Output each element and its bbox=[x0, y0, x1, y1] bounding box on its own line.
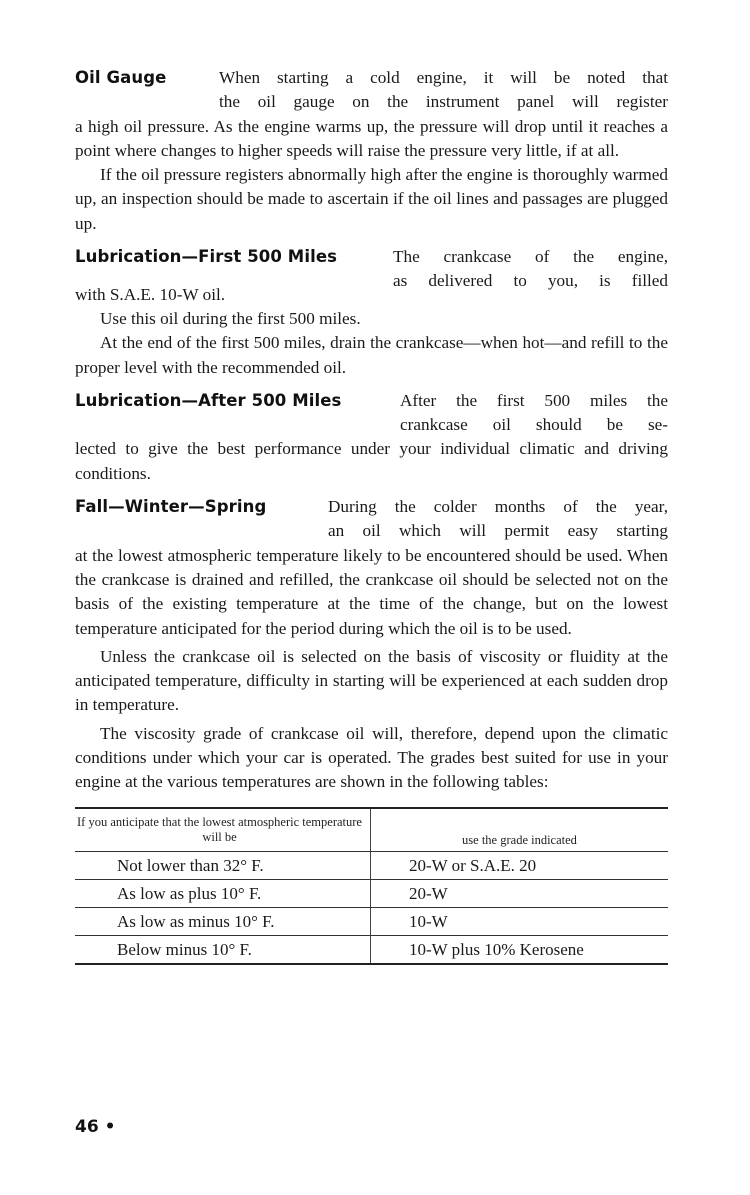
grade-cell: 10-W plus 10% Kerosene bbox=[409, 939, 584, 959]
section-lubrication-first-500 bbox=[75, 245, 668, 380]
temperature-cell: As low as plus 10° F. bbox=[75, 880, 371, 907]
fws-lead-line-2: an oil which will permit easy starting bbox=[328, 521, 668, 541]
oil-grade-table bbox=[75, 807, 668, 965]
table-header-temperature: If you anticipate that the lowest atmospheric temperature will be bbox=[75, 809, 371, 851]
oil-gauge-paragraph-2: If the oil pressure registers abnormally high after the engine is thoroughly warmed up, an inspection should be made to ascertain if the oil lines and passages are plugged up. bbox=[75, 165, 668, 233]
heading-oil-gauge: Oil Gauge bbox=[75, 68, 167, 87]
fws-lead-line-1: During the colder months of the year, bbox=[328, 497, 668, 517]
grade-cell: 20-W bbox=[409, 883, 448, 903]
oil-gauge-paragraph-1: a high oil pressure. As the engine warms up, the pressure will drop until it reaches a point where changes to higher speeds will raise the pressure very little, if at all. bbox=[75, 116, 668, 160]
after-500-paragraph-1: lected to give the best performance under your individual climatic and driving conditions. bbox=[75, 439, 668, 483]
heading-lubrication-after-500: Lubrication—After 500 Miles bbox=[75, 390, 342, 410]
page-folio bbox=[75, 1117, 115, 1137]
temperature-cell: Below minus 10° F. bbox=[75, 936, 371, 963]
after-500-lead-line-1: After the first 500 miles the bbox=[400, 390, 668, 410]
section-lubrication-after-500 bbox=[75, 389, 668, 486]
grade-cell: 20-W or S.A.E. 20 bbox=[409, 855, 537, 875]
fws-paragraph-3: The viscosity grade of crankcase oil will, therefore, depend upon the climatic conditions under which your car is operated. The grades best suited for use in your engine at the various temperatures are shown in the following tables: bbox=[75, 723, 668, 792]
fws-paragraph-2: Unless the crankcase oil is selected on the basis of viscosity or fluidity at the anticipated temperature, difficulty in starting will be experienced at each sudden drop in temperature. bbox=[75, 646, 668, 715]
first-500-paragraph-1: with S.A.E. 10-W oil. bbox=[75, 284, 226, 304]
table-header-grade: use the grade indicated bbox=[462, 832, 577, 847]
oil-gauge-lead-line-1: When starting a cold engine, it will be noted that bbox=[219, 68, 668, 87]
first-500-lead-line-1: The crankcase of the engine, bbox=[393, 247, 668, 267]
table-row bbox=[75, 851, 668, 879]
heading-lubrication-first-500: Lubrication—First 500 Miles bbox=[75, 247, 338, 267]
first-500-paragraph-2: Use this oil during the first 500 miles. bbox=[100, 308, 361, 328]
table-row bbox=[75, 879, 668, 907]
temperature-cell: Not lower than 32° F. bbox=[75, 852, 371, 879]
table-row bbox=[75, 935, 668, 963]
section-oil-gauge bbox=[75, 66, 668, 236]
page-number: 46 bbox=[75, 1117, 99, 1137]
after-500-lead-line-2: crankcase oil should be se- bbox=[400, 415, 668, 435]
table-row bbox=[75, 907, 668, 935]
manual-page bbox=[75, 66, 668, 965]
section-fall-winter-spring bbox=[75, 495, 668, 795]
fws-paragraph-1: at the lowest atmospheric temperature likely to be encountered should be used. When the crankcase is drained and refilled, the crankcase oil should be selected not on the basis of the existing temperature at the time of the change, but on the lowest temperature anticipated for the period during which the oil is to be used. bbox=[75, 545, 668, 638]
bullet-icon: • bbox=[104, 1117, 116, 1137]
oil-gauge-lead-line-2: the oil gauge on the instrument panel will register bbox=[219, 92, 668, 112]
first-500-lead-line-2: as delivered to you, is filled bbox=[393, 271, 668, 291]
temperature-cell: As low as minus 10° F. bbox=[75, 908, 371, 935]
heading-fall-winter-spring: Fall—Winter—Spring bbox=[75, 497, 267, 517]
grade-cell: 10-W bbox=[409, 911, 448, 931]
first-500-paragraph-3: At the end of the first 500 miles, drain the crankcase—when hot—and refill to the proper level with the recommended oil. bbox=[75, 333, 668, 377]
table-header-row bbox=[75, 809, 668, 851]
